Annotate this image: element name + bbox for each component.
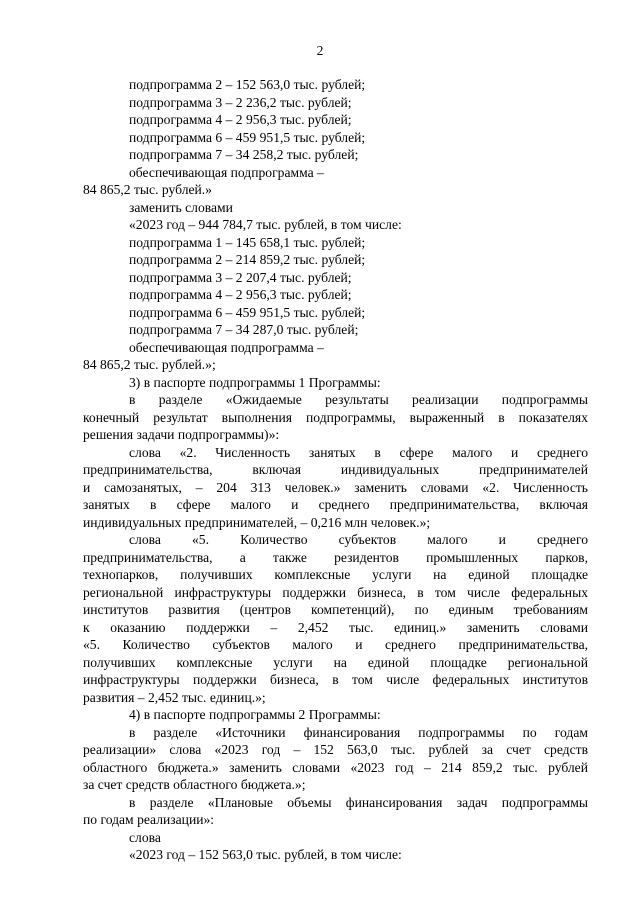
list-item: подпрограмма 1 – 145 658,1 тыс. рублей; [129,234,366,250]
list-item: 84 865,2 тыс. рублей.» [83,182,212,197]
paragraph-line: в разделе «Источники финансирования подпрограммы по годам [129,724,588,740]
section-heading: 3) в паспорте подпрограммы 1 Программы: [129,374,381,390]
paragraph-line: конечный результат выполнения подпрограммы, выраженный в показателях [83,409,588,425]
list-item: подпрограмма 6 – 459 951,5 тыс. рублей; [129,304,366,320]
list-item: подпрограмма 7 – 34 287,0 тыс. рублей; [129,322,359,337]
paragraph [83,391,588,444]
paragraph-line: слова «2. Численность занятых в сфере малого и среднего [129,444,588,460]
paragraph-line: развития – 2,452 тыс. единиц.»; [83,689,266,705]
list-item: обеспечивающая подпрограмма – [129,164,324,180]
text-line: «2023 год – 152 563,0 тыс. рублей, в том числе: [129,847,402,862]
section-heading: 4) в паспорте подпрограммы 2 Программы: [129,707,381,722]
list-item: 84 865,2 тыс. рублей.»; [83,357,216,372]
paragraph-line: занятых в сфере малого и среднего предпринимательства, включая [83,497,588,512]
list-item: подпрограмма 3 – 2 236,2 тыс. рублей; [129,94,352,110]
paragraph-line: и самозанятых, – 204 313 человек.» заменить словами «2. Численность [83,479,588,495]
paragraph-line: «5. Количество субъектов малого и среднего предпринимательства, [83,637,588,652]
paragraph-line: к оказанию поддержки – 2,452 тыс. единиц.» заменить словами [83,619,588,635]
document-body [83,76,588,864]
paragraph-line: инфраструктуры поддержки бизнеса, в том числе федеральных институтов [83,672,588,687]
paragraph-line: институтов развития (центров компетенций), по единым требованиям [83,602,588,617]
list-item: подпрограмма 2 – 214 859,2 тыс. рублей; [129,252,366,267]
paragraph-line: слова «5. Количество субъектов малого и среднего [129,532,588,547]
paragraph-line: предпринимательства, а также резидентов промышленных парков, [83,549,588,565]
paragraph-line: по годам реализации»: [83,812,215,827]
paragraph-line: областного бюджета.» заменить словами «2023 год – 214 859,2 тыс. рублей [83,759,588,775]
page-number: 2 [316,43,324,58]
text-line: «2023 год – 944 784,7 тыс. рублей, в том числе: [129,217,402,232]
paragraph [83,724,588,794]
paragraph-line: в разделе «Плановые объемы финансирования задач подпрограммы [129,794,588,810]
list-item: подпрограмма 7 – 34 258,2 тыс. рублей; [129,147,359,162]
list-item: подпрограмма 4 – 2 956,3 тыс. рублей; [129,112,352,127]
list-item: подпрограмма 2 – 152 563,0 тыс. рублей; [129,77,366,92]
paragraph-line: региональной инфраструктуры поддержки бизнеса, в том числе федеральных [83,584,588,600]
list-item: подпрограмма 6 – 459 951,5 тыс. рублей; [129,129,366,145]
paragraph-line: в разделе «Ожидаемые результаты реализации подпрограммы [129,392,588,407]
text-line: слова [129,829,161,845]
paragraph-line: индивидуальных предпринимателей, – 0,216 млн человек.»; [83,514,431,530]
paragraph-line: решения задачи подпрограммы)»: [83,427,280,442]
paragraph-line: реализации» слова «2023 год – 152 563,0 тыс. рублей за счет средств [83,742,588,757]
paragraph-line: за счет средств областного бюджета.»; [83,777,306,792]
paragraph-line: предпринимательства, включая индивидуальных предпринимателей [83,462,588,477]
paragraph-line: технопарков, получивших комплексные услуги на единой площадке [83,567,588,582]
paragraph-line: получивших комплексные услуги на единой площадке региональной [83,654,588,670]
paragraph [83,794,588,829]
paragraph [83,444,588,532]
list-item: подпрограмма 4 – 2 956,3 тыс. рублей; [129,287,352,302]
text-line: заменить словами [129,199,233,215]
list-item: обеспечивающая подпрограмма – [129,339,324,355]
list-item: подпрограмма 3 – 2 207,4 тыс. рублей; [129,269,352,285]
paragraph [83,531,588,706]
